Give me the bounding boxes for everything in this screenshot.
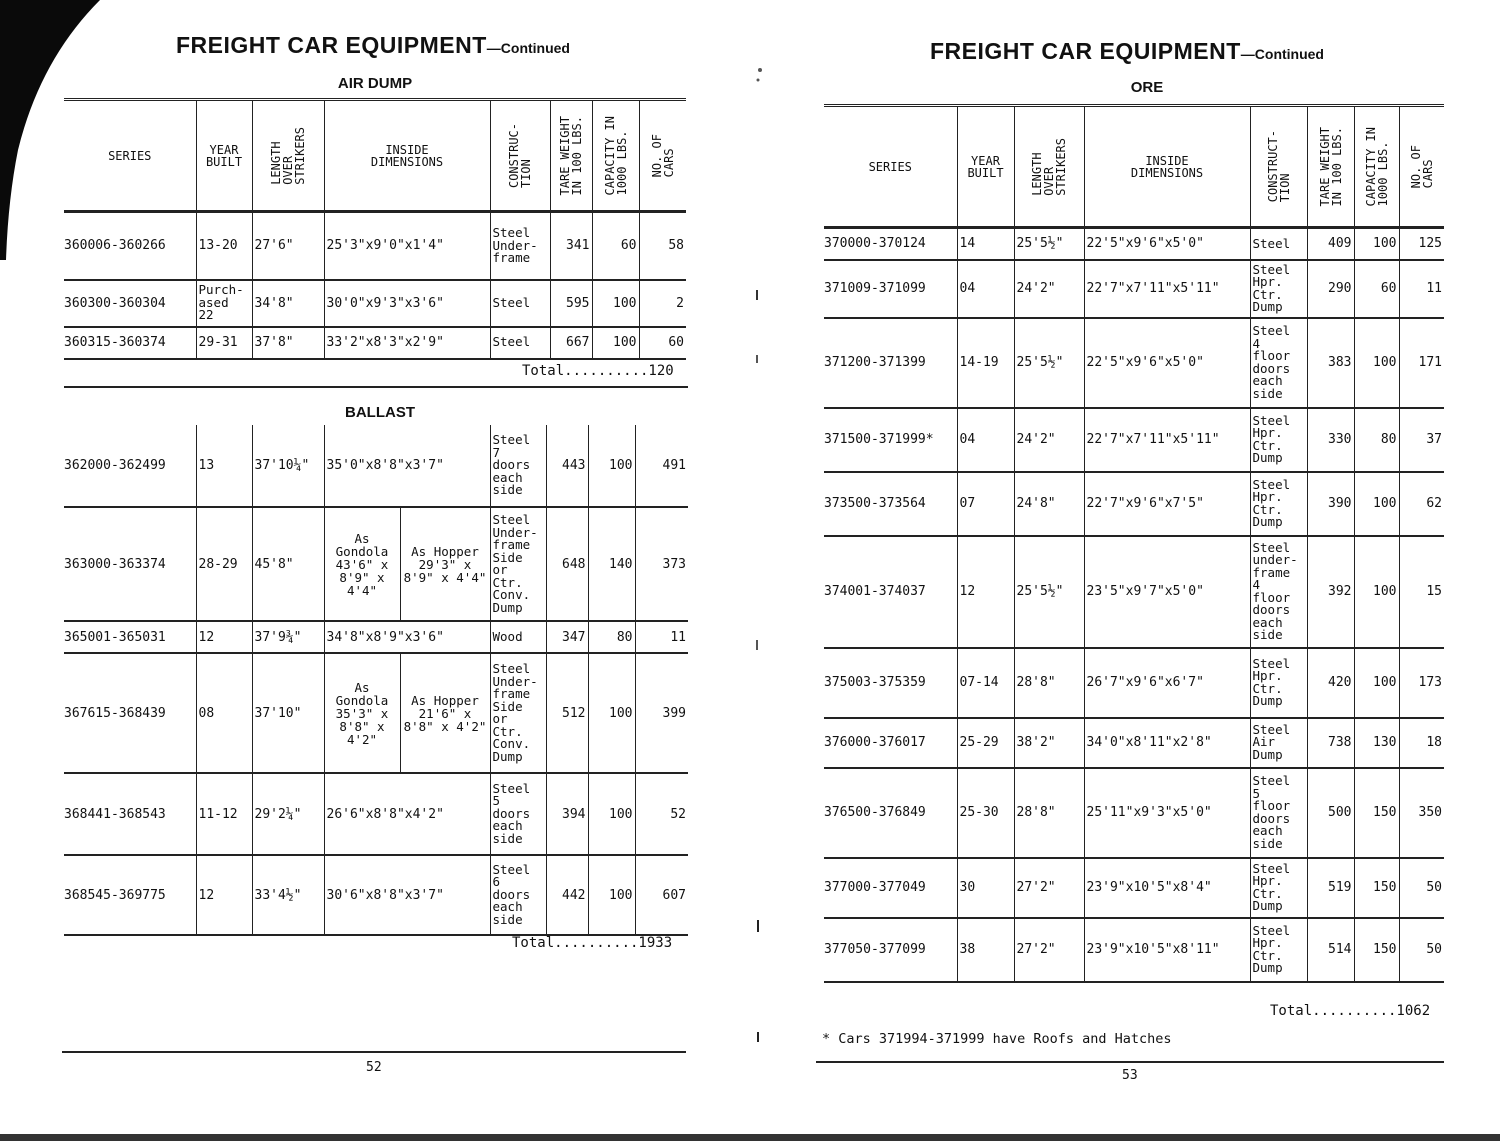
cell-length: 24'2": [1014, 260, 1084, 318]
col-header-inside: INSIDE DIMENSIONS: [1084, 106, 1250, 228]
cell-inside: 25'11"x9'3"x5'0": [1084, 768, 1250, 858]
cell-length: 37'8": [252, 327, 324, 359]
cell-length: 37'9¾": [252, 621, 324, 653]
col-header-length: LENGTH OVER STRIKERS: [252, 100, 324, 212]
cell-capacity: 100: [588, 773, 635, 855]
cell-cars: 50: [1399, 918, 1444, 982]
cell-length: 25'5½": [1014, 228, 1084, 260]
col-header-year: YEAR BUILT: [957, 106, 1014, 228]
page-number: 52: [366, 1060, 382, 1075]
cell-length: 37'10¼": [252, 425, 324, 507]
cell-capacity: 100: [588, 425, 635, 507]
cell-capacity: 100: [1354, 228, 1399, 260]
cell-series: 373500-373564: [824, 472, 957, 536]
ore-total: Total..........1062: [1270, 1003, 1431, 1019]
col-header-length: LENGTH OVER STRIKERS: [1014, 106, 1084, 228]
cell-inside: 23'9"x10'5"x8'4": [1084, 858, 1250, 918]
cell-series: 374001-374037: [824, 536, 957, 648]
cell-inside: 22'7"x7'11"x5'11": [1084, 260, 1250, 318]
cell-series: 367615-368439: [64, 653, 196, 773]
cell-cars: 15: [1399, 536, 1444, 648]
col-header-construction: CONSTRUC- TION: [490, 100, 550, 212]
table-row: [824, 408, 1444, 472]
col-header-tare: TARE WEIGHT IN 100 LBS.: [550, 100, 592, 212]
cell-inside: 30'0"x9'3"x3'6": [324, 280, 490, 327]
cell-construction: Steel Under-frame: [490, 212, 550, 280]
cell-length: 25'5½": [1014, 318, 1084, 408]
cell-year: 12: [957, 536, 1014, 648]
table-row: [824, 768, 1444, 858]
cell-tare: 512: [546, 653, 588, 773]
table-row: [64, 507, 688, 621]
col-header-capacity: CAPACITY IN 1000 LBS.: [592, 100, 639, 212]
cell-series: 376000-376017: [824, 718, 957, 768]
cell-length: 27'6": [252, 212, 324, 280]
cell-series: 377000-377049: [824, 858, 957, 918]
table-row: [824, 536, 1444, 648]
col-header-series: SERIES: [824, 106, 957, 228]
cell-year: 04: [957, 260, 1014, 318]
cell-length: 34'8": [252, 280, 324, 327]
table-row: [824, 918, 1444, 982]
cell-inside: 34'0"x8'11"x2'8": [1084, 718, 1250, 768]
table-row: [824, 718, 1444, 768]
cell-inside-hopper: As Hopper 29'3" x 8'9" x 4'4": [400, 507, 490, 621]
cell-year: 12: [196, 621, 252, 653]
cell-series: 365001-365031: [64, 621, 196, 653]
cell-year: Purch-ased 22: [196, 280, 252, 327]
cell-cars: 2: [639, 280, 686, 327]
col-header-series: SERIES: [64, 100, 196, 212]
cell-year: 07-14: [957, 648, 1014, 718]
bottom-edge-shadow: [0, 1134, 1500, 1141]
cell-length: 24'2": [1014, 408, 1084, 472]
cell-year: 07: [957, 472, 1014, 536]
cell-cars: 171: [1399, 318, 1444, 408]
cell-construction: Steel 7 doors each side: [490, 425, 546, 507]
cell-year: 12: [196, 855, 252, 935]
cell-series: 362000-362499: [64, 425, 196, 507]
right-page: [750, 0, 1500, 1141]
cell-construction: Steel: [490, 280, 550, 327]
cell-inside: 23'9"x10'5"x8'11": [1084, 918, 1250, 982]
section-title-ballast: BALLAST: [345, 404, 415, 421]
table-row: [824, 472, 1444, 536]
cell-cars: 18: [1399, 718, 1444, 768]
section-title-air-dump: AIR DUMP: [337, 75, 413, 92]
cell-inside: 33'2"x8'3"x2'9": [324, 327, 490, 359]
cell-inside: 34'8"x8'9"x3'6": [324, 621, 490, 653]
cell-series: 377050-377099: [824, 918, 957, 982]
cell-tare: 667: [550, 327, 592, 359]
cell-cars: 11: [635, 621, 688, 653]
cell-inside-gondola: As Gondola 43'6" x 8'9" x 4'4": [324, 507, 400, 621]
cell-capacity: 100: [1354, 648, 1399, 718]
cell-length: 37'10": [252, 653, 324, 773]
cell-capacity: 100: [1354, 318, 1399, 408]
table-row: [64, 212, 686, 280]
cell-cars: 58: [639, 212, 686, 280]
cell-inside: 23'5"x9'7"x5'0": [1084, 536, 1250, 648]
table-row: [64, 653, 688, 773]
col-header-year: YEAR BUILT: [196, 100, 252, 212]
cell-length: 29'2¼": [252, 773, 324, 855]
cell-inside: 30'6"x8'8"x3'7": [324, 855, 490, 935]
cell-series: 368545-369775: [64, 855, 196, 935]
cell-tare: 442: [546, 855, 588, 935]
page-heading: FREIGHT CAR EQUIPMENT—Continued: [176, 32, 570, 58]
cell-series: 375003-375359: [824, 648, 957, 718]
cell-length: 27'2": [1014, 918, 1084, 982]
cell-cars: 125: [1399, 228, 1444, 260]
cell-capacity: 100: [592, 280, 639, 327]
page-heading: FREIGHT CAR EQUIPMENT—Continued: [930, 38, 1324, 64]
cell-cars: 173: [1399, 648, 1444, 718]
section-title-ore: ORE: [1130, 79, 1164, 96]
cell-capacity: 100: [1354, 472, 1399, 536]
cell-construction: Wood: [490, 621, 546, 653]
air-dump-total: Total..........120: [522, 363, 674, 379]
cell-construction: Steel: [1250, 228, 1307, 260]
cell-tare: 394: [546, 773, 588, 855]
cell-tare: 595: [550, 280, 592, 327]
cell-capacity: 80: [588, 621, 635, 653]
cell-year: 25-29: [957, 718, 1014, 768]
cell-tare: 648: [546, 507, 588, 621]
cell-construction: Steel 6 doors each side: [490, 855, 546, 935]
air-dump-table: [64, 98, 686, 360]
cell-series: 371009-371099: [824, 260, 957, 318]
cell-cars: 399: [635, 653, 688, 773]
cell-inside: 22'5"x9'6"x5'0": [1084, 228, 1250, 260]
cell-construction: Steel 5 floor doors each side: [1250, 768, 1307, 858]
table-row: [64, 855, 688, 935]
cell-cars: 373: [635, 507, 688, 621]
cell-tare: 738: [1307, 718, 1354, 768]
cell-inside: 25'3"x9'0"x1'4": [324, 212, 490, 280]
cell-tare: 383: [1307, 318, 1354, 408]
cell-cars: 60: [639, 327, 686, 359]
cell-inside: 22'7"x9'6"x7'5": [1084, 472, 1250, 536]
cell-tare: 420: [1307, 648, 1354, 718]
cell-year: 14: [957, 228, 1014, 260]
cell-year: 28-29: [196, 507, 252, 621]
page-number: 53: [1122, 1068, 1138, 1083]
cell-length: 24'8": [1014, 472, 1084, 536]
table-row: [824, 318, 1444, 408]
cell-capacity: 100: [588, 653, 635, 773]
cell-year: 38: [957, 918, 1014, 982]
col-header-tare: TARE WEIGHT IN 100 LBS.: [1307, 106, 1354, 228]
cell-capacity: 150: [1354, 858, 1399, 918]
col-header-construction: CONSTRUCT- TION: [1250, 106, 1307, 228]
cell-series: 376500-376849: [824, 768, 957, 858]
cell-tare: 290: [1307, 260, 1354, 318]
cell-length: 27'2": [1014, 858, 1084, 918]
cell-inside: 35'0"x8'8"x3'7": [324, 425, 490, 507]
divider: [64, 386, 688, 388]
cell-construction: Steel Under-frame Side or Ctr. Conv. Dump: [490, 507, 546, 621]
footnote: * Cars 371994-371999 have Roofs and Hatches: [822, 1031, 1172, 1047]
cell-length: 33'4½": [252, 855, 324, 935]
cell-length: 45'8": [252, 507, 324, 621]
cell-tare: 514: [1307, 918, 1354, 982]
cell-series: 368441-368543: [64, 773, 196, 855]
col-header-cars: NO. OF CARS: [639, 100, 686, 212]
col-header-capacity: CAPACITY IN 1000 LBS.: [1354, 106, 1399, 228]
cell-tare: 347: [546, 621, 588, 653]
table-row: [64, 327, 686, 359]
cell-length: 28'8": [1014, 768, 1084, 858]
cell-series: 363000-363374: [64, 507, 196, 621]
cell-inside-gondola: As Gondola 35'3" x 8'8" x 4'2": [324, 653, 400, 773]
cell-series: 370000-370124: [824, 228, 957, 260]
table-row: [824, 648, 1444, 718]
cell-tare: 443: [546, 425, 588, 507]
cell-series: 360300-360304: [64, 280, 196, 327]
cell-cars: 50: [1399, 858, 1444, 918]
cell-construction: Steel Under-frame Side or Ctr. Conv. Dump: [490, 653, 546, 773]
col-header-inside: INSIDE DIMENSIONS: [324, 100, 490, 212]
cell-capacity: 100: [1354, 536, 1399, 648]
cell-inside: 26'6"x8'8"x4'2": [324, 773, 490, 855]
cell-cars: 11: [1399, 260, 1444, 318]
table-row: [64, 621, 688, 653]
cell-series: 371500-371999*: [824, 408, 957, 472]
ore-table: [824, 104, 1444, 983]
table-row: [64, 773, 688, 855]
cell-inside: 22'7"x7'11"x5'11": [1084, 408, 1250, 472]
cell-inside: 22'5"x9'6"x5'0": [1084, 318, 1250, 408]
cell-tare: 519: [1307, 858, 1354, 918]
cell-inside: 26'7"x9'6"x6'7": [1084, 648, 1250, 718]
cell-construction: Steel Hpr. Ctr. Dump: [1250, 472, 1307, 536]
cell-length: 38'2": [1014, 718, 1084, 768]
cell-cars: 52: [635, 773, 688, 855]
table-row: [64, 280, 686, 327]
page-bottom-rule: [62, 1051, 686, 1053]
cell-year: 30: [957, 858, 1014, 918]
cell-construction: Steel 4 floor doors each side: [1250, 318, 1307, 408]
table-row: [824, 260, 1444, 318]
cell-series: 360315-360374: [64, 327, 196, 359]
cell-tare: 390: [1307, 472, 1354, 536]
cell-series: 371200-371399: [824, 318, 957, 408]
cell-construction: Steel Hpr. Ctr. Dump: [1250, 858, 1307, 918]
cell-length: 28'8": [1014, 648, 1084, 718]
table-row: [824, 858, 1444, 918]
cell-year: 25-30: [957, 768, 1014, 858]
cell-capacity: 130: [1354, 718, 1399, 768]
cell-year: 13: [196, 425, 252, 507]
cell-series: 360006-360266: [64, 212, 196, 280]
cell-capacity: 60: [1354, 260, 1399, 318]
cell-capacity: 150: [1354, 768, 1399, 858]
cell-cars: 350: [1399, 768, 1444, 858]
cell-cars: 607: [635, 855, 688, 935]
cell-construction: Steel Air Dump: [1250, 718, 1307, 768]
cell-construction: Steel Hpr. Ctr. Dump: [1250, 408, 1307, 472]
cell-construction: Steel Hpr. Ctr. Dump: [1250, 260, 1307, 318]
cell-capacity: 80: [1354, 408, 1399, 472]
cell-capacity: 150: [1354, 918, 1399, 982]
cell-year: 14-19: [957, 318, 1014, 408]
cell-capacity: 140: [588, 507, 635, 621]
cell-tare: 409: [1307, 228, 1354, 260]
table-row: [64, 425, 688, 507]
cell-cars: 491: [635, 425, 688, 507]
ballast-table: [64, 425, 688, 936]
cell-cars: 37: [1399, 408, 1444, 472]
cell-tare: 392: [1307, 536, 1354, 648]
cell-construction: Steel: [490, 327, 550, 359]
ballast-total: Total..........1933: [512, 935, 673, 951]
cell-capacity: 100: [588, 855, 635, 935]
cell-inside-hopper: As Hopper 21'6" x 8'8" x 4'2": [400, 653, 490, 773]
cell-year: 04: [957, 408, 1014, 472]
table-row: [824, 228, 1444, 260]
cell-construction: Steel Hpr. Ctr. Dump: [1250, 918, 1307, 982]
cell-capacity: 60: [592, 212, 639, 280]
cell-year: 29-31: [196, 327, 252, 359]
col-header-cars: NO. OF CARS: [1399, 106, 1444, 228]
cell-tare: 341: [550, 212, 592, 280]
cell-year: 11-12: [196, 773, 252, 855]
cell-construction: Steel 5 doors each side: [490, 773, 546, 855]
cell-construction: Steel Hpr. Ctr. Dump: [1250, 648, 1307, 718]
cell-construction: Steel under-frame 4 floor doors each side: [1250, 536, 1307, 648]
cell-year: 13-20: [196, 212, 252, 280]
page-bottom-rule: [816, 1061, 1444, 1063]
cell-year: 08: [196, 653, 252, 773]
cell-tare: 330: [1307, 408, 1354, 472]
cell-length: 25'5½": [1014, 536, 1084, 648]
cell-cars: 62: [1399, 472, 1444, 536]
cell-capacity: 100: [592, 327, 639, 359]
cell-tare: 500: [1307, 768, 1354, 858]
